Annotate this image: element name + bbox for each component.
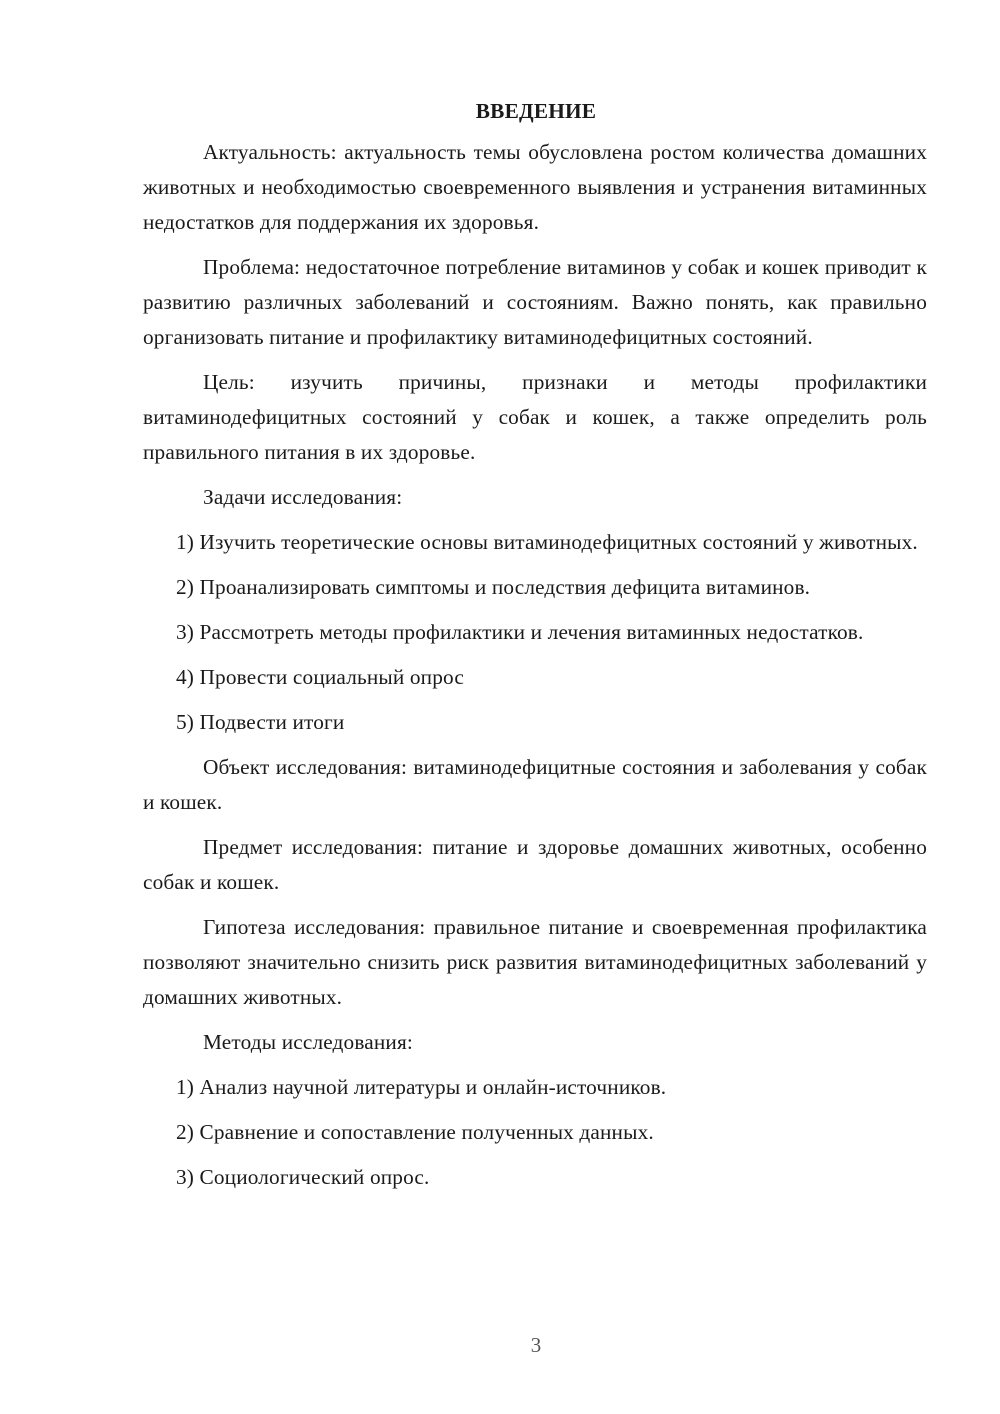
task-item-3: 3) Рассмотреть методы профилактики и лечения витаминных недостатков. (176, 620, 864, 644)
task-item-5: 5) Подвести итоги (176, 710, 345, 734)
goal-paragraph: Цель: изучить причины, признаки и методы профилактики витаминодефицитных состояний у собак и кошек, а также определить роль правильного питания в их здоровье. (143, 370, 927, 464)
section-title: ВВЕДЕНИЕ (475, 99, 597, 123)
page-number: 3 (530, 1333, 542, 1357)
method-item-3: 3) Социологический опрос. (176, 1165, 430, 1189)
method-item-1: 1) Анализ научной литературы и онлайн-источников. (176, 1075, 667, 1099)
relevance-paragraph: Актуальность: актуальность темы обусловлена ростом количества домашних животных и необходимостью своевременного выявления и устранения витаминных недостатков для поддержания их здоровья. (143, 140, 927, 234)
tasks-heading: Задачи исследования: (203, 485, 403, 509)
object-paragraph: Объект исследования: витаминодефицитные состояния и заболевания у собак и кошек. (143, 755, 927, 814)
methods-heading: Методы исследования: (203, 1030, 413, 1054)
task-item-4: 4) Провести социальный опрос (176, 665, 464, 689)
task-item-2: 2) Проанализировать симптомы и последствия дефицита витаминов. (176, 575, 811, 599)
document-page (143, 94, 927, 1205)
problem-paragraph: Проблема: недостаточное потребление витаминов у собак и кошек приводит к развитию различных заболеваний и состояниям. Важно понять, как правильно организовать питание и профилактику витаминодефицитных состояний. (143, 255, 927, 349)
subject-paragraph: Предмет исследования: питание и здоровье домашних животных, особенно собак и кошек. (143, 835, 927, 894)
task-item-1: 1) Изучить теоретические основы витаминодефицитных состояний у животных. (176, 530, 918, 554)
hypothesis-paragraph: Гипотеза исследования: правильное питание и своевременная профилактика позволяют значительно снизить риск развития витаминодефицитных заболеваний у домашних животных. (143, 915, 927, 1009)
method-item-2: 2) Сравнение и сопоставление полученных данных. (176, 1120, 654, 1144)
